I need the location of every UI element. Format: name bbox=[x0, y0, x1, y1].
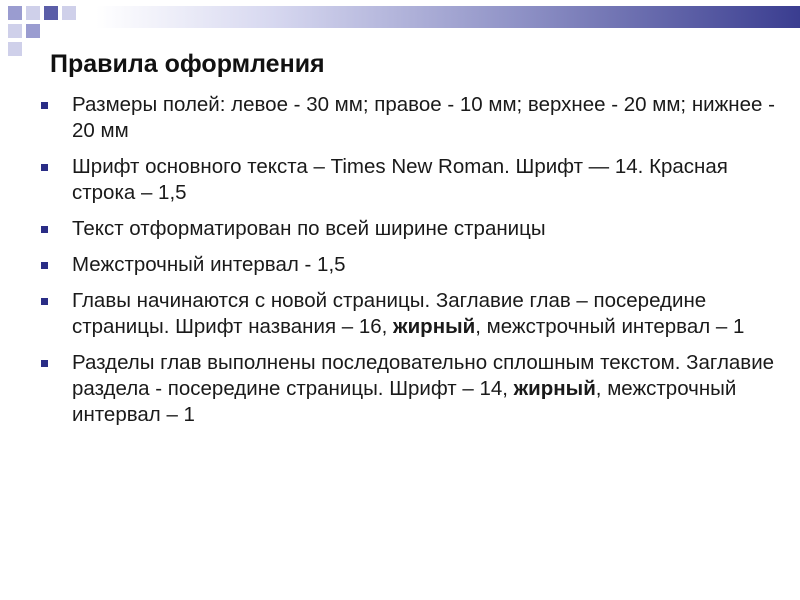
bullet-text-part: Разделы глав выполнены последовательно сплошным текстом. Заглавие раздела - посередине страницы. Шрифт – 14, bbox=[72, 351, 775, 400]
bullet-text: Размеры полей: левое - 30 мм; правое - 10 мм; верхнее - 20 мм; нижнее - 20 мм bbox=[72, 93, 775, 142]
bold-text: жирный bbox=[513, 377, 596, 400]
decor-square bbox=[62, 6, 76, 20]
square-bullet-icon bbox=[41, 360, 48, 367]
bullet-text bbox=[72, 289, 744, 338]
square-bullet-icon bbox=[41, 226, 48, 233]
header-banner bbox=[96, 6, 800, 28]
bullet-text-part: Главы начинаются с новой страницы. Заглавие глав – посередине страницы. Шрифт названия – 16, bbox=[72, 289, 707, 338]
square-bullet-icon bbox=[41, 298, 48, 305]
decor-square bbox=[26, 24, 40, 38]
decor-square bbox=[26, 6, 40, 20]
bullet-item bbox=[38, 154, 778, 206]
bullet-text bbox=[72, 351, 774, 426]
square-bullet-icon bbox=[41, 262, 48, 269]
bullet-item bbox=[38, 252, 778, 278]
bullet-text: Межстрочный интервал - 1,5 bbox=[72, 253, 346, 276]
square-bullet-icon bbox=[41, 102, 48, 109]
bold-text: жирный bbox=[393, 315, 476, 338]
bullet-item bbox=[38, 350, 778, 428]
bullet-text: Текст отформатирован по всей ширине страницы bbox=[72, 217, 546, 240]
bullet-item bbox=[38, 288, 778, 340]
decor-square bbox=[44, 6, 58, 20]
decor-square bbox=[8, 42, 22, 56]
decor-square bbox=[8, 24, 22, 38]
bullet-text-part: , межстрочный интервал – 1 bbox=[72, 377, 737, 426]
bullet-text: Шрифт основного текста – Times New Roman. Шрифт — 14. Красная строка – 1,5 bbox=[72, 155, 728, 204]
bullet-list bbox=[38, 92, 778, 438]
slide-title: Правила оформления bbox=[50, 50, 325, 78]
bullet-text-part: , межстрочный интервал – 1 bbox=[475, 315, 745, 338]
square-bullet-icon bbox=[41, 164, 48, 171]
bullet-item bbox=[38, 216, 778, 242]
decor-square bbox=[8, 6, 22, 20]
bullet-item bbox=[38, 92, 778, 144]
